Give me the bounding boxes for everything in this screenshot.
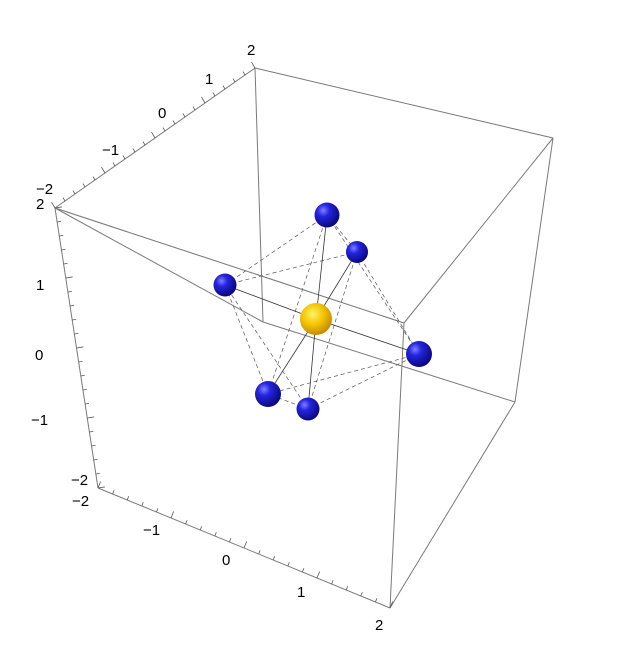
tick-label: 0 bbox=[35, 347, 44, 364]
tick-label: 0 bbox=[158, 105, 167, 122]
minor-tick bbox=[229, 538, 231, 542]
box-edge bbox=[55, 208, 263, 322]
tick-label: −2 bbox=[72, 493, 90, 510]
tick-label: 1 bbox=[205, 71, 214, 88]
ligand-lower-left-atom[interactable] bbox=[255, 381, 281, 407]
minor-tick bbox=[79, 361, 83, 362]
minor-tick bbox=[156, 508, 158, 512]
ligand-upper-right-atom[interactable] bbox=[346, 241, 368, 263]
tick-label: −1 bbox=[31, 412, 49, 429]
minor-tick bbox=[200, 526, 202, 530]
minor-tick bbox=[375, 598, 377, 602]
octahedron-edge bbox=[225, 252, 357, 285]
tick-label: 2 bbox=[375, 617, 384, 634]
minor-tick bbox=[302, 568, 304, 572]
box-edge bbox=[390, 323, 404, 608]
major-tick bbox=[52, 202, 56, 208]
minor-tick bbox=[81, 375, 85, 376]
minor-tick bbox=[70, 305, 74, 306]
minor-tick bbox=[346, 586, 348, 590]
octahedron-edge bbox=[327, 215, 419, 354]
minor-tick bbox=[61, 249, 65, 250]
minor-tick bbox=[113, 163, 115, 166]
major-tick bbox=[152, 132, 156, 138]
minor-tick bbox=[193, 107, 195, 110]
tick-label: −1 bbox=[143, 522, 161, 539]
octahedron-edge bbox=[225, 215, 327, 285]
major-tick bbox=[244, 541, 247, 548]
tick-label: −2 bbox=[71, 472, 89, 489]
top-axis-labels bbox=[36, 42, 255, 198]
minor-tick bbox=[213, 93, 215, 96]
octahedron-edge bbox=[308, 354, 419, 409]
minor-tick bbox=[183, 114, 185, 117]
minor-tick bbox=[68, 291, 72, 292]
minor-tick bbox=[173, 121, 175, 124]
major-tick bbox=[317, 571, 320, 578]
box-edge bbox=[255, 68, 553, 138]
minor-tick bbox=[163, 128, 165, 131]
minor-tick bbox=[123, 156, 125, 159]
box-edge-front bbox=[55, 208, 404, 323]
minor-tick bbox=[133, 149, 135, 152]
octahedron-edge bbox=[268, 354, 419, 394]
ligand-left-atom[interactable] bbox=[214, 274, 237, 297]
minor-tick bbox=[142, 502, 144, 506]
minor-tick bbox=[273, 556, 275, 560]
box-edge bbox=[255, 68, 263, 322]
atoms bbox=[214, 203, 433, 421]
minor-tick bbox=[243, 72, 245, 75]
minor-tick bbox=[85, 403, 89, 404]
minor-tick bbox=[143, 142, 145, 145]
tick-label: −1 bbox=[102, 142, 120, 159]
octahedron-edge bbox=[225, 285, 268, 394]
minor-tick bbox=[92, 445, 96, 446]
major-tick bbox=[102, 167, 106, 173]
major-tick bbox=[98, 487, 105, 488]
bottom-axis-labels bbox=[72, 493, 383, 634]
minor-tick bbox=[96, 473, 100, 474]
minor-tick bbox=[127, 496, 129, 500]
octahedron-edge bbox=[357, 252, 419, 354]
minor-tick bbox=[83, 184, 85, 187]
major-tick bbox=[77, 347, 84, 348]
tick-label: 1 bbox=[36, 277, 45, 294]
major-tick bbox=[252, 62, 256, 68]
major-tick bbox=[87, 417, 94, 418]
minor-tick bbox=[64, 263, 68, 264]
tick-label: −2 bbox=[36, 181, 54, 198]
minor-tick bbox=[215, 532, 217, 536]
minor-tick bbox=[74, 333, 78, 334]
major-tick bbox=[202, 97, 206, 103]
minor-tick bbox=[223, 86, 225, 89]
minor-tick bbox=[94, 459, 98, 460]
ligand-right-atom[interactable] bbox=[406, 341, 432, 367]
major-tick bbox=[171, 511, 174, 518]
minor-tick bbox=[59, 235, 63, 236]
minor-tick bbox=[288, 562, 290, 566]
minor-tick bbox=[233, 79, 235, 82]
minor-tick bbox=[83, 389, 87, 390]
minor-tick bbox=[259, 550, 261, 554]
box-edge bbox=[390, 402, 515, 608]
tick-label: 1 bbox=[297, 584, 306, 601]
central-atom[interactable] bbox=[300, 303, 332, 335]
tick-label: 0 bbox=[222, 552, 231, 569]
minor-tick bbox=[73, 191, 75, 194]
minor-tick bbox=[93, 177, 95, 180]
minor-tick bbox=[72, 319, 76, 320]
ligand-top-atom[interactable] bbox=[315, 203, 340, 228]
minor-tick bbox=[89, 431, 93, 432]
tick-label: 2 bbox=[247, 42, 256, 59]
major-tick bbox=[66, 277, 73, 278]
minor-tick bbox=[186, 520, 188, 524]
tick-label: 2 bbox=[36, 196, 45, 213]
major-tick bbox=[98, 481, 101, 488]
minor-tick bbox=[63, 198, 65, 201]
minor-tick bbox=[57, 221, 61, 222]
minor-tick bbox=[332, 580, 334, 584]
minor-tick bbox=[361, 592, 363, 596]
minor-tick bbox=[113, 490, 115, 494]
ligand-bottom-atom[interactable] bbox=[297, 398, 320, 421]
